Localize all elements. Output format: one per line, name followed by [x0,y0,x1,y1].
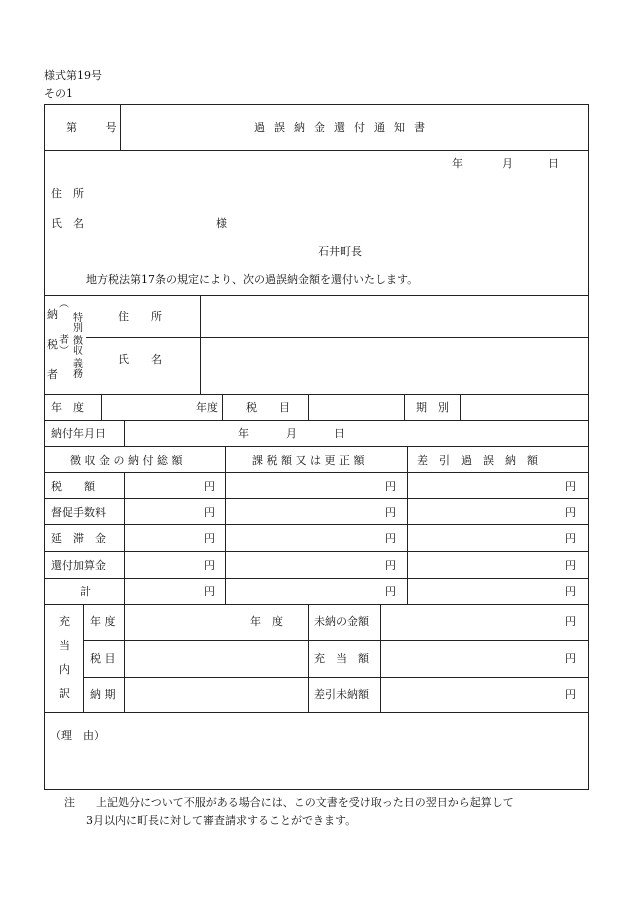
row-label-total: 計 [80,585,91,598]
header-assessed: 課 税 額 又 は 更 正 額 [252,454,365,467]
honorific: 様 [216,217,227,230]
recipient-name-label: 氏 名 [51,217,84,230]
taxpayer-char-1: 納 [47,308,58,321]
intro-text: 地方税法第17条の規定により、次の過誤納金額を還付いたします。 [86,273,419,286]
allocation-year-label: 年 度 [90,615,116,628]
taxpayer-address-label: 住 所 [118,310,162,323]
period-label: 期 別 [416,401,449,414]
row-label-tax: 税 額 [51,480,95,493]
row-label-late-fee: 延 滞 金 [51,532,106,545]
yen-mark: 円 [565,480,576,493]
header-total-paid: 徴 収 金 の 納 付 総 額 [70,454,183,467]
paren-note-bottom: 者 [59,335,69,346]
remaining-unpaid-label: 差引未納額 [314,688,369,701]
payment-date-label: 納付年月日 [51,427,106,440]
payment-date-row [44,420,589,447]
yen-mark: 円 [204,480,215,493]
yen-mark: 円 [565,652,576,665]
year-suffix: 年度 [196,401,218,414]
allocation-tax-item-label: 税 目 [90,652,116,665]
row-label-refund-interest: 還付加算金 [51,559,106,572]
yen-mark: 円 [204,559,215,572]
allocation-side-1: 充 [59,615,70,628]
payment-month: 月 [286,427,297,440]
tax-item-label: 税 目 [246,401,290,414]
paren-note-mid2: 義務 [70,358,82,378]
unpaid-amount-label: 未納の金額 [314,615,369,628]
year-row [44,394,589,421]
yen-mark: 円 [385,559,396,572]
header-overpaid: 差 引 過 誤 納 額 [417,454,538,467]
taxpayer-char-2: 税 [47,338,58,351]
yen-mark: 円 [565,506,576,519]
amount-table [44,446,589,605]
yen-mark: 円 [565,559,576,572]
date-year: 年 [452,157,463,170]
note-line-2: 3月以内に町長に対して審査請求することができます。 [86,814,357,827]
date-month: 月 [502,157,513,170]
reason-block [44,712,589,790]
form-sub-number: その1 [44,87,73,100]
yen-mark: 円 [204,532,215,545]
number-label: 第 号 [66,121,119,134]
yen-mark: 円 [385,480,396,493]
allocation-side-4: 訳 [59,687,70,700]
paren-note-mid: 徴収 [70,335,82,355]
reason-label: （理 由） [50,729,105,742]
row-label-dunning-fee: 督促手数料 [51,506,106,519]
note-line-1: 上記処分について不服がある場合には、この文書を受け取った日の翌日から起算して [96,796,514,809]
form-title: 過 誤 納 金 還 付 通 知 書 [254,121,428,134]
note-mark: 注 [64,796,75,809]
yen-mark: 円 [565,532,576,545]
paren-left: ︵ [59,299,69,310]
allocation-period-label: 納 期 [90,688,116,701]
sender: 石井町長 [318,245,362,258]
applied-amount-label: 充 当 額 [314,652,369,665]
yen-mark: 円 [385,585,396,598]
recipient-address-label: 住 所 [51,187,84,200]
yen-mark: 円 [565,585,576,598]
yen-mark: 円 [385,506,396,519]
allocation-side-2: 当 [59,639,70,652]
paren-right: ︶ [59,346,69,357]
payment-day: 日 [334,427,345,440]
allocation-year-suffix: 年 度 [250,615,283,628]
date-day: 日 [548,157,559,170]
taxpayer-char-3: 者 [47,368,58,381]
paren-note-top: 特別 [70,312,82,332]
allocation-side-3: 内 [59,663,70,676]
year-label: 年 度 [51,401,84,414]
form-number: 様式第19号 [44,69,102,82]
yen-mark: 円 [565,615,576,628]
taxpayer-name-label: 氏 名 [118,353,162,366]
yen-mark: 円 [385,532,396,545]
yen-mark: 円 [204,506,215,519]
yen-mark: 円 [565,688,576,701]
payment-year: 年 [238,427,249,440]
yen-mark: 円 [204,585,215,598]
